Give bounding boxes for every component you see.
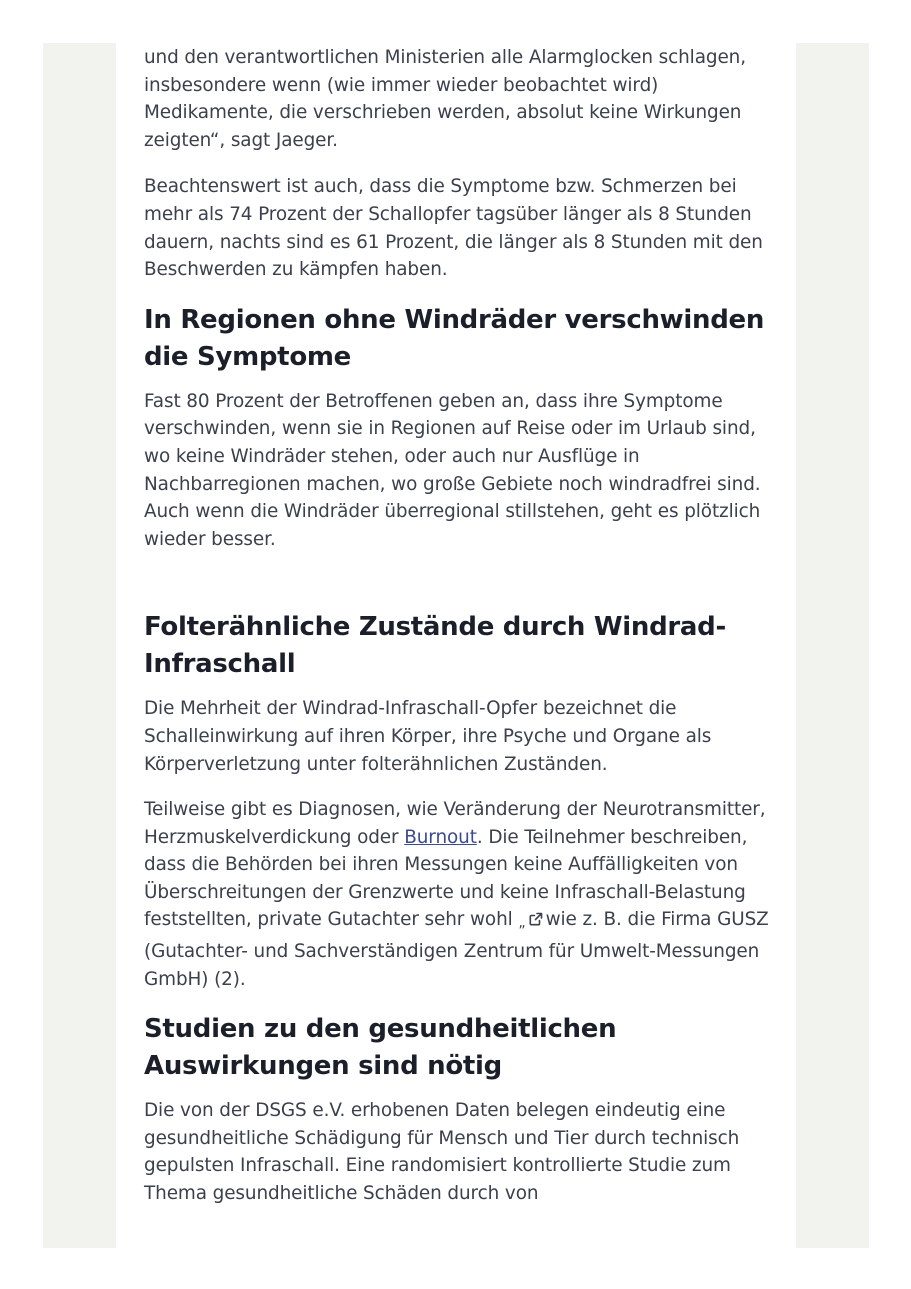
paragraph-diagnoses: [144, 796, 774, 993]
diagnoses-text-middle: . Die Teilnehmer beschreiben, dass die Behörden bei ihren Messungen keine Auffälligkeiten von Überschreitungen der Grenzwerte und keine Infraschall-Belastung feststellten, private Gutachter sehr wohl: [144, 826, 748, 931]
paragraph-dsgs-data: Die von der DSGS e.V. erhobenen Daten belegen eindeutig eine gesundheitliche Schädigung für Mensch und Tier durch technisch gepulsten Infraschall. Eine randomisiert kontrollierte Studie zum Thema gesundheitliche Schäden durch von: [144, 1100, 740, 1205]
paragraph-quote-ending: und den verantwortlichen Ministerien alle Alarmglocken schlagen, insbesondere wenn (wie immer wieder beobachtet wird) Medikamente, die verschrieben werden, absolut keine Wirkungen zeigten“, sagt Jaeger.: [144, 47, 746, 151]
paragraph-symptom-duration: Beachtenswert ist auch, dass die Symptome bzw. Schmerzen bei mehr als 74 Prozent der Schallopfer tagsüber länger als 8 Stunden dauern, nachts sind es 61 Prozent, die länger als 8 Stunden mit den Beschwerden zu kämpfen haben.: [144, 176, 763, 281]
gusz-link-text: wie z. B. die Firma GUSZ (Gutachter- und Sachverständigen Zentrum für Umwelt-Messungen GmbH) (2).: [144, 909, 769, 990]
burnout-link[interactable]: Burnout: [404, 826, 477, 848]
diagnoses-text-start: Teilweise gibt es Diagnosen, wie Veränderung der Neurotransmitter, Herzmuskelverdickung oder: [144, 799, 766, 848]
quote-mark: „: [518, 915, 526, 932]
heading-regions-without-windmills: In Regionen ohne Windräder verschwinden die Symptome: [144, 304, 765, 372]
heading-studies-needed: Studien zu den gesundheitlichen Auswirkungen sind nötig: [144, 1014, 617, 1082]
article-content: [144, 44, 774, 1226]
paragraph-symptoms-disappear: Fast 80 Prozent der Betroffenen geben an, dass ihre Symptome verschwinden, wenn sie in Regionen auf Reise oder im Urlaub sind, wo keine Windräder stehen, oder auch nur Ausflüge in Nachbarregionen machen, wo große Gebiete noch windradfrei sind. Auch wenn die Windräder überregional stillstehen, geht es plötzlich wieder besser.: [144, 390, 761, 550]
article-column: [116, 43, 796, 1248]
heading-torture-like-conditions: Folterähnliche Zustände durch Windrad-Infraschall: [144, 612, 726, 680]
external-link-icon: [528, 911, 544, 927]
paragraph-majority-victims: Die Mehrheit der Windrad-Infraschall-Opfer bezeichnet die Schalleinwirkung auf ihren Körper, ihre Psyche und Organe als Körperverletzung unter folterähnlichen Zuständen.: [144, 698, 712, 775]
